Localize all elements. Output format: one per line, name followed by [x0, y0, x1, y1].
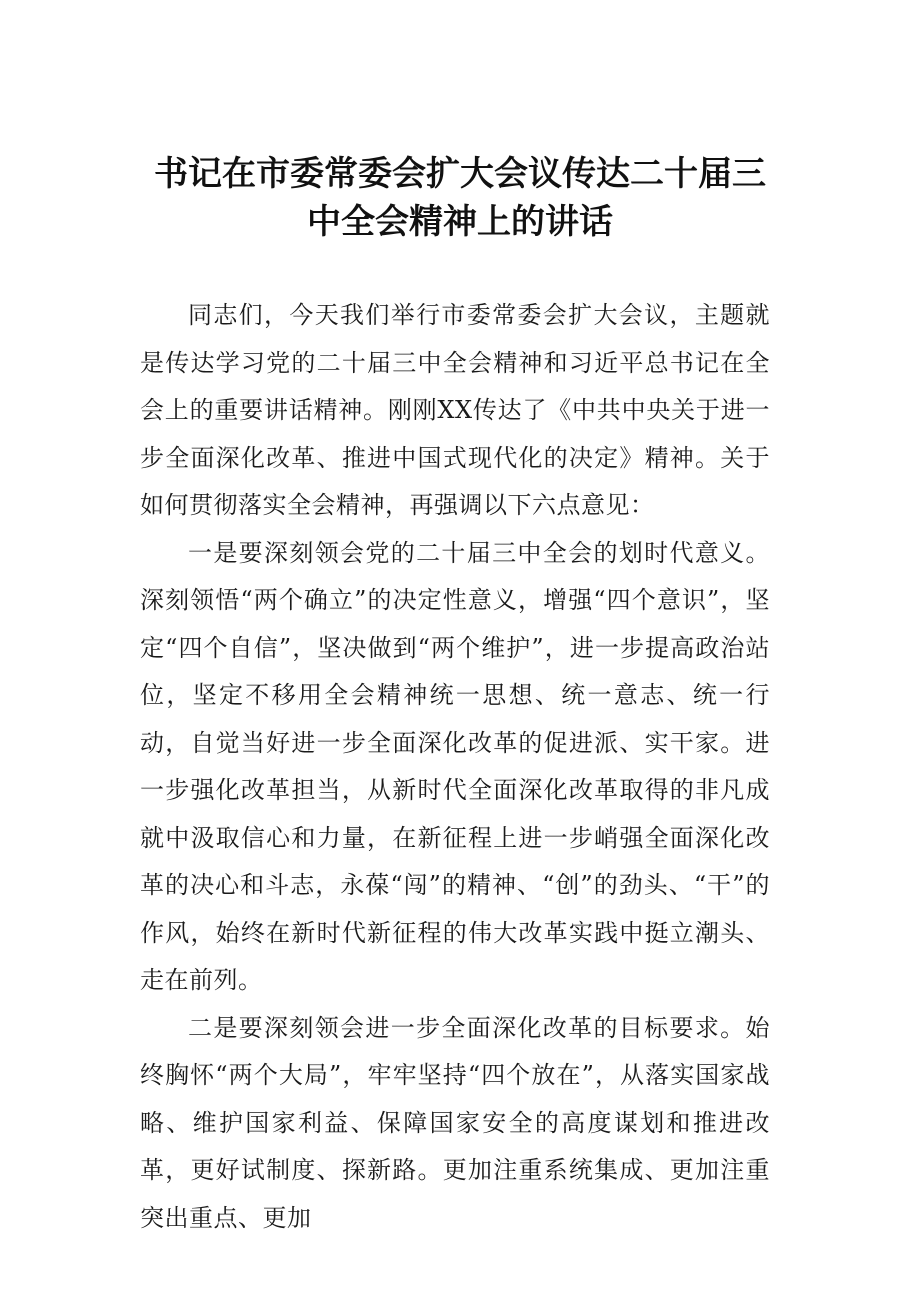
- document-title-line-1: 书记在市委常委会扩大会议传达二十届三: [154, 154, 766, 194]
- paragraph-point-2: 二是要深刻领会进一步全面深化改革的目标要求。始终胸怀“两个大局”，牢牢坚持“四个放在”，从落实国家战略、维护国家利益、保障国家安全的高度谋划和推进改革，更好试制度、探新路。更加注重系统集成、更加注重突出重点、更加: [140, 1013, 770, 1232]
- document-title-line-2: 中全会精神上的讲话: [307, 202, 613, 242]
- paragraph-point-1: 一是要深刻领会党的二十届三中全会的划时代意义。深刻领悟“两个确立”的决定性意义，增强“四个意识”，坚定“四个自信”，坚决做到“两个维护”，进一步提高政治站位，坚定不移用全会精神统一思想、统一意志、统一行动，自觉当好进一步全面深化改革的促进派、实干家。进一步强化改革担当，从新时代全面深化改革取得的非凡成就中汲取信心和力量，在新征程上进一步峭强全面深化改革的决心和斗志，永葆“闯”的精神、“创”的劲头、“干”的作风，始终在新时代新征程的伟大改革实践中挺立潮头、走在前列。: [140, 538, 770, 994]
- paragraph-intro: 同志们，今天我们举行市委常委会扩大会议，主题就是传达学习党的二十届三中全会精神和习近平总书记在全会上的重要讲话精神。刚刚XX传达了《中共中央关于进一步全面深化改革、推进中国式现代化的决定》精神。关于如何贯彻落实全会精神，再强调以下六点意见：: [140, 301, 770, 519]
- document-body: [140, 292, 770, 1242]
